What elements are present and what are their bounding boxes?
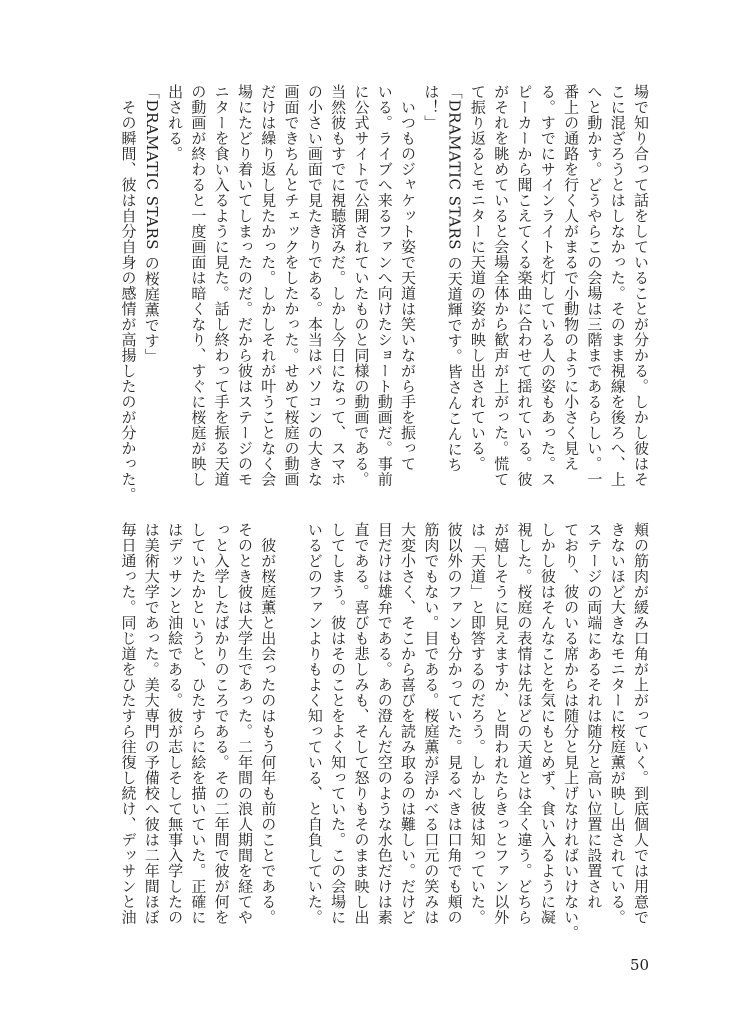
text-column: 彼が桜庭薫と出会ったのはもう何年も前のことである。 (259, 522, 278, 925)
text-column: ニターを食い入るように見た。話し終わって手を振る天道 (212, 84, 231, 487)
text-column: 「DRAMATIC STARS の桜庭薫です」 (142, 84, 161, 364)
text-column: こに混ざろうとはしなかった。そのまま視線を後ろへ、上 (608, 84, 627, 487)
text-column: 直である。喜びも悲しみも、そして怒りもそのまま映し出 (352, 522, 371, 925)
text-column: へと動かす。どうやらこの会場は三階まであるらしい。一 (585, 84, 604, 487)
text-column: その瞬間、彼は自分自身の感情が高揚したのが分かった。 (119, 84, 138, 503)
text-column: は美術大学であった。美大専門の予備校へ彼は二年間ほぼ (142, 522, 161, 925)
text-column: ており、彼のいる席からは随分と見上げなければいけない。 (562, 522, 581, 941)
text-column: 大変小さく、そこから喜びを読み取るのは難しい。だけど (399, 522, 418, 925)
text-column: 目だけは雄弁である。あの澄んだ空のような水色だけは素 (375, 522, 394, 925)
text-column: いる。ライブへ来るファンへ向けたショート動画だ。事前 (375, 84, 394, 487)
text-column: 番上の通路を行く人がまるで小動物のように小さく見え (562, 84, 581, 472)
text-column: の小さい画面で見たきりである。本当はパソコンの大きな (305, 84, 324, 487)
text-column: 彼以外のファンも分かっていた。見るべきは口角でも頬の (445, 522, 464, 925)
text-column: きないほど大きなモニターに桜庭薫が映し出されている。 (608, 522, 627, 925)
text-column: 筋肉でもない。目である。桜庭薫が浮かべる口元の笑みは (422, 522, 441, 925)
text-column: 場で知り合って話をしていることが分かる。しかし彼はそ (632, 84, 650, 487)
text-column: 出される。 (166, 84, 185, 162)
bottom-text-block (116, 522, 652, 946)
text-column: してしまう。彼はそのことをよく知っていた。この会場に (329, 522, 348, 925)
text-column: ピーカーから聞こえてくる楽曲に合わせて揺れている。彼 (515, 84, 534, 487)
text-column: て振り返るとモニターに天道の姿が映し出されている。 (468, 84, 487, 472)
top-text-block (116, 84, 652, 508)
text-column: がそれを眺めていると会場全体から歓声が上がった。慌て (492, 84, 511, 487)
text-column: に公式サイトで公開されていたものと同様の動画である。 (352, 84, 371, 487)
text-column: していたかというと、ひたすらに絵を描いていた。正確に (189, 522, 208, 925)
text-column: は！」 (422, 84, 441, 131)
text-column: しかし彼はそんなことを気にもとめず、食い入るように凝 (538, 522, 557, 925)
text-column: ステージの両端にあるそれは随分と高い位置に設置され (585, 522, 604, 910)
text-column: 当然彼もすでに視聴済みだ。しかし今日になって、スマホ (329, 84, 348, 487)
text-column: る。すでにサインライトを灯している人の姿もあった。ス (538, 84, 557, 487)
text-column: は「天道」と即答するのだろう。しかし彼は知っていた。 (468, 522, 487, 925)
text-column: 場にたどり着いてしまったのだ。だから彼はステージのモ (235, 84, 254, 487)
text-column (279, 522, 302, 946)
text-column: が嬉しそうに見えますか、と問われたらきっとファン以外 (492, 522, 511, 925)
text-column: 視した。桜庭の表情は先ほどの天道とは全く違う。どちら (515, 522, 534, 925)
text-column: 「DRAMATIC STARS の天道輝です。皆さんこんにち (445, 84, 464, 473)
text-column: いつものジャケット姿で天道は笑いながら手を振って (399, 84, 418, 472)
text-column: っと入学したばかりのころである。その二年間で彼が何を (212, 522, 231, 925)
page-number: 50 (630, 956, 650, 974)
text-column: いるどのファンよりもよく知っている、と自負していた。 (305, 522, 324, 925)
text-column: 画面できちんとチェックをしたかった。せめて桜庭の動画 (282, 84, 301, 487)
text-column: だけは繰り返し見たかった。しかしそれが叶うことなく会 (259, 84, 278, 487)
text-column: 頬の筋肉が緩み口角が上がっていく。到底個人では用意で (632, 522, 650, 925)
text-column: そのとき彼は大学生であった。二年間の浪人期間を経てや (235, 522, 254, 925)
text-column: はデッサンと油絵である。彼が志しそして無事入学したの (166, 522, 185, 925)
text-column: 毎日通った。同じ道をひたすら往復し続け、デッサンと油 (119, 522, 138, 925)
text-column: の動画が終わると一度画面は暗くなり、すぐに桜庭が映し (189, 84, 208, 487)
